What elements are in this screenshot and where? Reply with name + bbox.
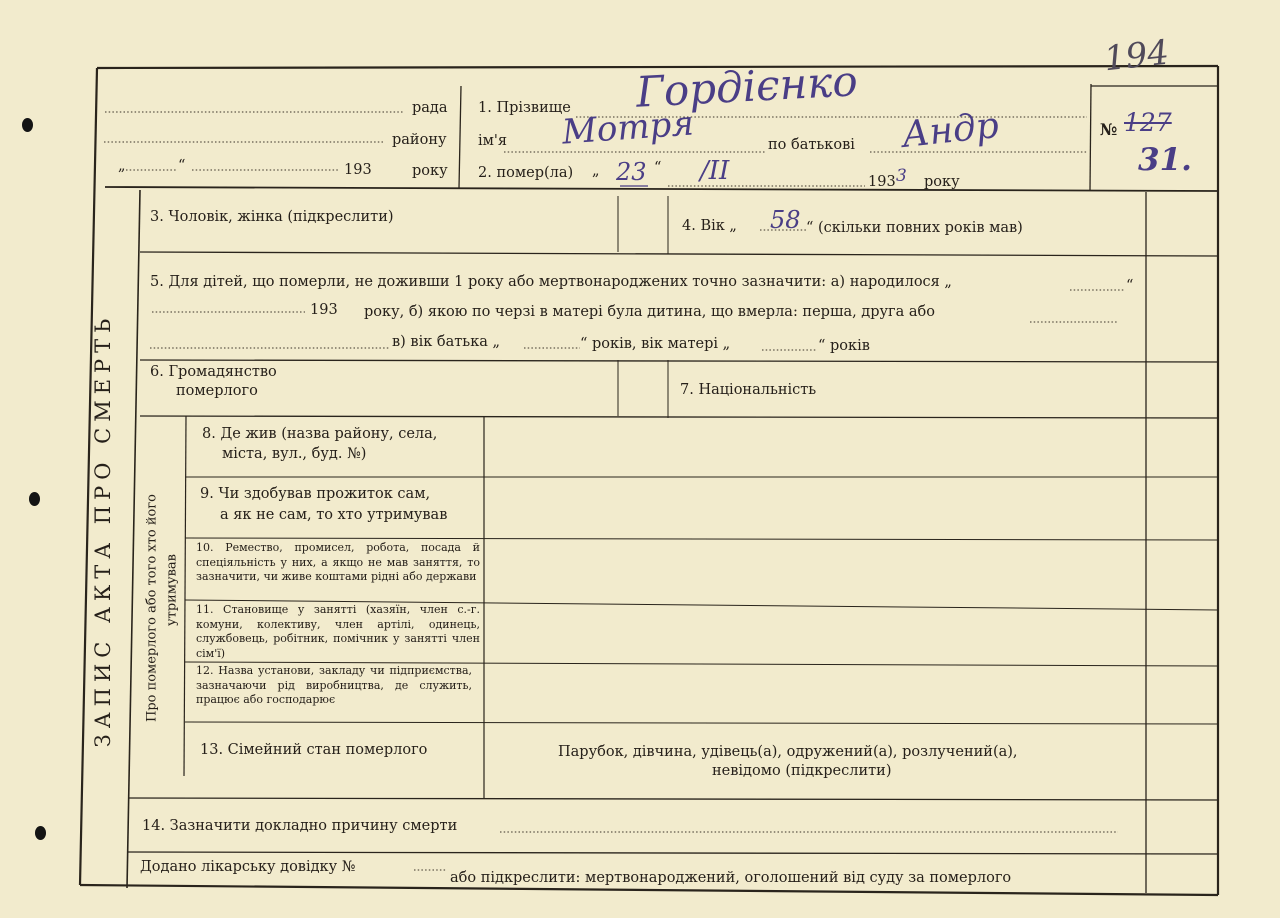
- field-4-suffix: “ (скільки повних років мав): [806, 220, 1023, 236]
- record-new-number: 31.: [1138, 142, 1192, 178]
- record-old-number: 127: [1124, 108, 1172, 137]
- first-name-label: ім'я: [478, 133, 508, 149]
- field-9-line-1: 9. Чи здобував прожиток сам,: [200, 486, 431, 502]
- age-value: 58: [770, 206, 801, 234]
- field-5-quote-close: “: [1126, 278, 1134, 294]
- death-year-prefix: 193: [868, 174, 896, 190]
- side-subtitle-2: утримував: [164, 554, 180, 626]
- surname-label: 1. Прізвище: [478, 100, 571, 116]
- field-14-cause-of-death: 14. Зазначити докладно причину смерти: [142, 818, 458, 834]
- side-subtitle-1: Про померлого або того хто його: [144, 493, 160, 723]
- field-13-options-1: Парубок, дівчина, удівець(а), одружений(а), розлучений(а),: [558, 744, 1018, 760]
- field-3-sex: 3. Чоловік, жінка (підкреслити): [150, 209, 394, 225]
- footer-stillborn-note: або підкреслити: мертвонароджений, оголошений від суду за померлого: [450, 870, 1012, 886]
- patronymic-value: Андр: [900, 105, 1001, 156]
- death-year-label: року: [924, 174, 960, 190]
- date-quote-open: „: [118, 158, 126, 174]
- death-year-digit: 3: [896, 166, 907, 186]
- died-quote-open: „: [592, 163, 600, 179]
- field-7-nationality: 7. Національність: [680, 382, 817, 398]
- side-title: ЗАПИС АКТА ПРО СМЕРТЬ: [91, 312, 115, 748]
- first-name-value: Мотря: [560, 103, 696, 153]
- field-13-options-2: невідомо (підкреслити): [712, 763, 892, 779]
- field-6-line-1: 6. Громадянство: [150, 364, 277, 380]
- record-no-label: №: [1100, 120, 1118, 139]
- archive-number: 194: [1102, 32, 1171, 80]
- field-5-line-2: року, б) якою по черзі в матері була дитина, що вмерла: перша, друга або: [364, 304, 936, 320]
- year-label: року: [412, 163, 448, 179]
- field-5-line-3a: в) вік батька „: [392, 334, 501, 350]
- field-4-label: 4. Вік „: [682, 218, 737, 234]
- death-month: /II: [700, 156, 730, 186]
- death-day: 23: [616, 158, 647, 186]
- field-10-occupation: 10. Ремество, промисел, робота, посада й спеціяльність у них, а якщо не мав заняття, то зазначити, чи живе коштами рідні або держави: [196, 541, 480, 583]
- field-13-marital-status: 13. Сімейний стан померлого: [200, 742, 428, 758]
- raion-label: району: [392, 132, 447, 148]
- patronymic-label: по батькові: [768, 137, 855, 153]
- field-5-year: 193: [310, 302, 338, 318]
- field-6-line-2: померлого: [176, 383, 258, 399]
- died-quote-close: “: [654, 160, 662, 176]
- field-11-employment-status: 11. Становище у занятті (хазяїн, член с.-г. комуни, колективу, член артілі, одинець, службовець, робітник, помічник у занятті член сім'ї): [196, 603, 480, 660]
- footer-medical-certificate: Додано лікарську довідку №: [140, 859, 356, 875]
- rada-label: рада: [412, 100, 448, 116]
- field-9-line-2: а як не сам, то хто утримував: [220, 507, 448, 523]
- field-5-line-1: 5. Для дітей, що померли, не доживши 1 року або мертвонароджених точно зазначити: а) народилося „: [150, 274, 952, 290]
- date-quote-close: “: [178, 158, 186, 174]
- field-12-institution: 12. Назва установи, закладу чи підприємства, зазначаючи рід виробництва, де служить, працює або господарює: [196, 664, 472, 706]
- field-8-line-2: міста, вул., буд. №): [222, 446, 367, 462]
- field-8-line-1: 8. Де жив (назва району, села,: [202, 426, 438, 442]
- field-5-line-3b: “ років, вік матері „: [580, 336, 731, 352]
- year-prefix: 193: [344, 162, 372, 178]
- died-label: 2. помер(ла): [478, 165, 574, 181]
- field-5-line-3c: “ років: [818, 338, 870, 354]
- surname-value: Гордієнко: [634, 56, 859, 117]
